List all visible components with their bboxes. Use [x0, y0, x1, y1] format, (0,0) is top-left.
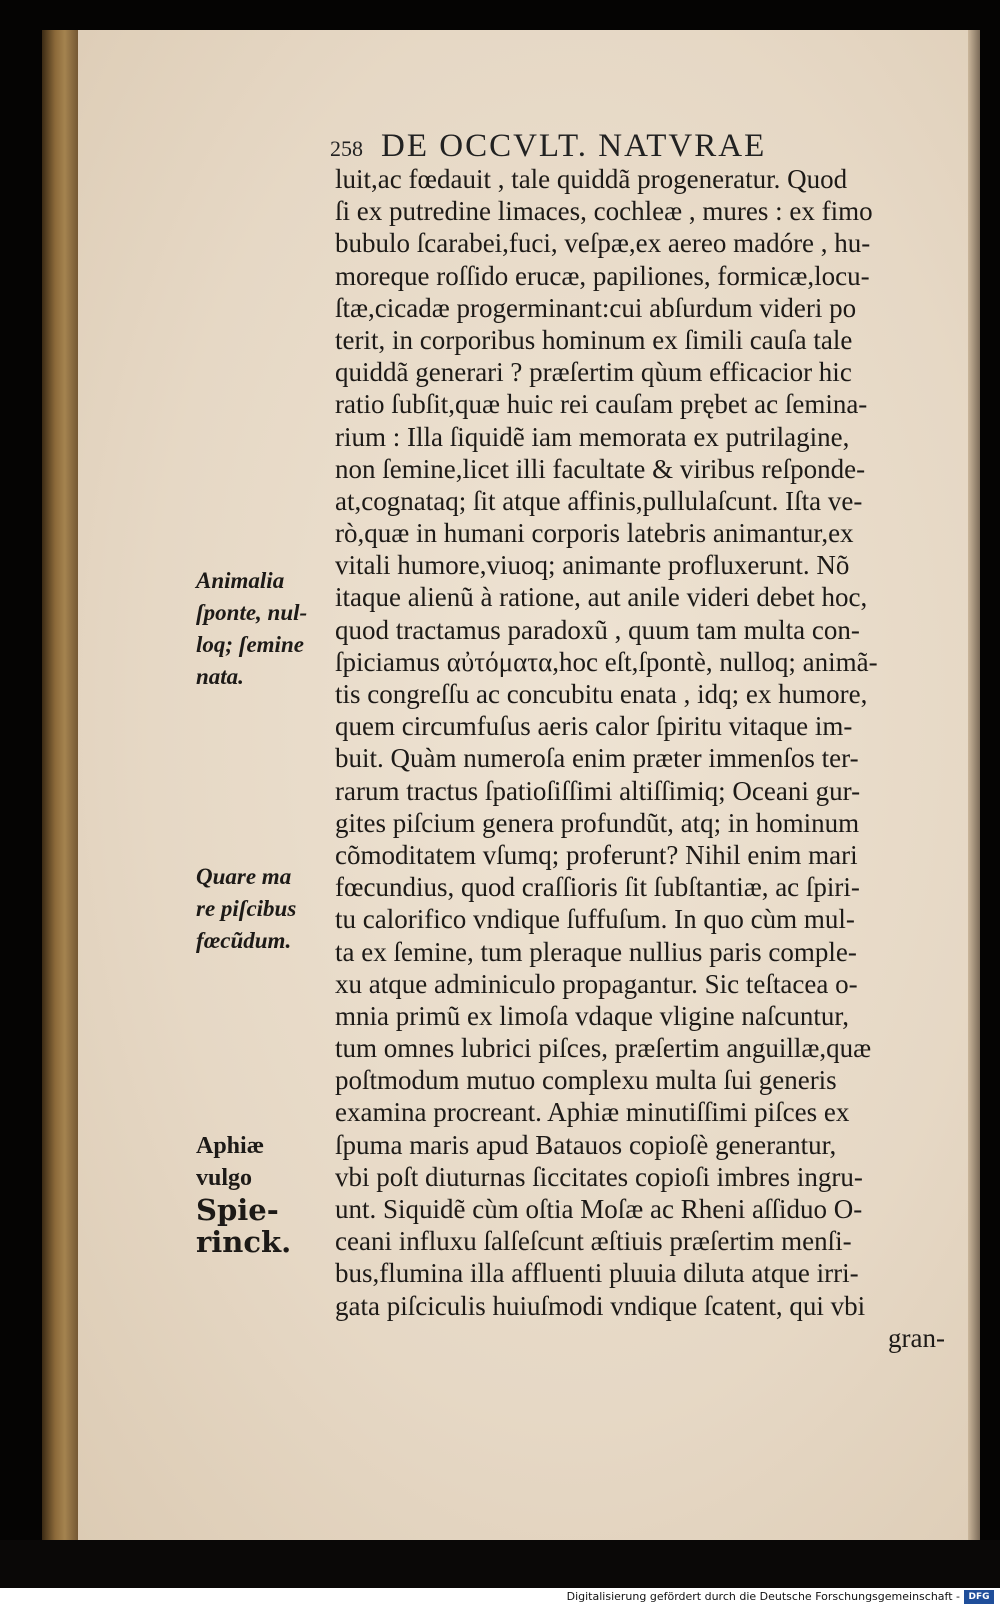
text-line: fœcundius, quod craſſioris ſit ſubſtantiæ, ac ſpiri-	[335, 872, 860, 903]
text-line: vbi poſt diuturnas ſiccitates copioſi imbres ingru-	[335, 1161, 863, 1192]
text-line: vitali humore,viuoq; animante profluxerunt. Nõ	[335, 550, 850, 581]
text-line: cõmoditatem vſumq; proferunt? Nihil enim mari	[335, 839, 858, 870]
text-line: xu atque adminiculo propagantur. Sic teſtacea o-	[335, 968, 858, 999]
text-line: examina procreant. Aphiæ minutiſſimi piſces ex	[335, 1097, 850, 1128]
margin-note-line: Quare ma	[196, 864, 292, 889]
text-line: gites piſcium genera profundũt, atq; in hominum	[335, 807, 860, 838]
text-line: ſi ex putredine limaces, cochleæ , mures : ex fimo	[335, 196, 873, 227]
text-line: poſtmodum mutuo complexu multa ſui generis	[335, 1065, 837, 1096]
text-line: ſpiciamus αὐτόματα,hoc eſt,ſpontè, nulloq; animã-	[335, 646, 878, 677]
margin-note-quare-mare	[196, 861, 336, 957]
margin-note-line: ſponte, nul-	[196, 600, 308, 625]
text-line: luit,ac fœdauit , tale quiddã progeneratur. Quod	[335, 164, 848, 194]
text-line: mnia primũ ex limoſa vdaque vligine naſcuntur,	[335, 1000, 850, 1031]
text-line: rò,quæ in humani corporis latebris animantur,ex	[335, 518, 854, 549]
text-line: ſtæ,cicadæ progerminant:cui abſurdum videri po	[335, 292, 857, 323]
text-line: at,cognataq; ſit atque affinis,pullulaſcunt. Iſta ve-	[335, 485, 863, 516]
text-line: ſpuma maris apud Batauos copioſè generantur,	[335, 1129, 837, 1160]
text-line: non ſemine,licet illi facultate & viribus reſponde-	[335, 453, 866, 484]
margin-note-line: fœcũdum.	[196, 928, 292, 953]
scan-bottom-strip	[0, 1540, 1000, 1588]
text-line: quiddã generari ? præſertim qùum efficacior hic	[335, 357, 852, 388]
text-line: tis congreſſu ac concubitu enata , idq; ex humore,	[335, 679, 868, 709]
margin-note-line: Animalia	[196, 568, 285, 593]
page-edge	[968, 30, 980, 1542]
text-line: ta ex ſemine, tum pleraque nullius paris comple-	[335, 936, 857, 967]
margin-note-line: Spie-	[196, 1193, 279, 1227]
text-line: gata piſciculis huiuſmodi vndique ſcatent, qui vbi	[335, 1290, 866, 1321]
margin-note-line: rinck.	[196, 1225, 292, 1259]
dfg-logo: DFG	[964, 1590, 994, 1604]
catchword: gran-	[888, 1322, 945, 1353]
text-line: unt. Siquidẽ cùm oſtia Moſæ ac Rheni aſſiduo O-	[335, 1194, 863, 1224]
text-line: rium : Illa ſiquidẽ iam memorata ex putrilagine,	[335, 421, 850, 452]
margin-note-line: nata.	[196, 664, 244, 689]
running-header	[330, 128, 766, 165]
text-line: terit, in corporibus hominum ex ſimili cauſa tale	[335, 324, 853, 355]
text-line: moreque roſſido erucæ, papiliones, formicæ,locu-	[335, 260, 870, 291]
text-line: rarum tractus ſpatioſiſſimi altiſſimiq; Oceani gur-	[335, 775, 861, 806]
margin-note-animalia	[196, 565, 336, 693]
text-line: tum omnes lubrici piſces, præſertim anguillæ,quæ	[335, 1033, 872, 1064]
body-text	[335, 163, 945, 1354]
text-line: itaque alienũ à ratione, aut anile videri debet hoc,	[335, 582, 868, 613]
text-line: bubulo ſcarabei,fuci, veſpæ,ex aereo madóre , hu-	[335, 228, 871, 259]
text-line: bus,flumina illa affluenti pluuia diluta atque irri-	[335, 1258, 859, 1289]
page-number: 258	[330, 136, 363, 161]
funding-notice: Digitalisierung gefördert durch die Deutsche Forschungsgemeinschaft -	[566, 1590, 960, 1603]
text-line: quod tractamus paradoxũ , quum tam multa con-	[335, 614, 860, 645]
margin-note-aphiae	[196, 1130, 336, 1258]
text-line: buit. Quàm numeroſa enim præter immenſos ter-	[335, 743, 859, 774]
text-line: ratio ſubſit,quæ huic rei cauſam prębet ac ſemina-	[335, 389, 868, 420]
book-spine	[42, 30, 80, 1545]
margin-note-line: loq; ſemine	[196, 632, 304, 657]
running-title: DE OCCVLT. NATVRAE	[381, 128, 767, 164]
margin-note-line: vulgo	[196, 1165, 253, 1191]
margin-note-line: Aphiæ	[196, 1133, 265, 1159]
text-line: tu calorifico vndique ſuffuſum. In quo cùm mul-	[335, 904, 855, 935]
margin-note-line: re piſcibus	[196, 896, 297, 921]
text-line: ceani influxu ſalſeſcunt æſtiuis præſertim menſi-	[335, 1226, 852, 1257]
text-line: quem circumfuſus aeris calor ſpiritu vitaque im-	[335, 711, 853, 742]
